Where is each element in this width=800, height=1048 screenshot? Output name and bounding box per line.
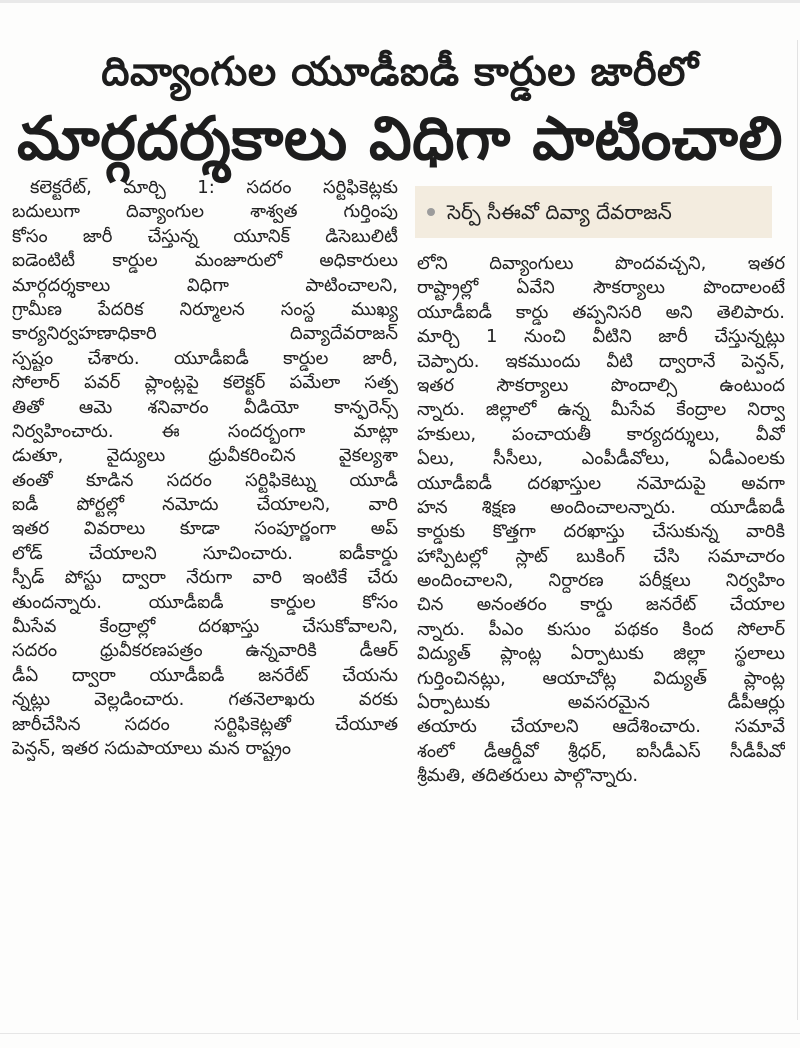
article-line: హన శిక్షణ అందించాలన్నారు. యూడీఐడీ <box>417 496 785 518</box>
article-line: తయారు చేయాలని ఆదేశించారు. సమావే <box>417 716 785 738</box>
article-line: స్పీడ్ పోస్టు ద్వారా నేరుగా వారి ఇంటికే చేరు <box>12 567 398 589</box>
article-line: ఏలు, సీసీలు, ఎంపీడీవోలు, ఏడీఎంలకు <box>417 448 785 470</box>
article-line: ఐడీ పోర్టల్లో నమోదు చేయాలని, వారి <box>12 494 398 516</box>
article-line: చెప్పారు. ఇకముందు వీటి ద్వారానే పెన్షన్, <box>417 350 785 372</box>
article-line: ఇతర వివరాలు కూడా సంపూర్ణంగా అప్ <box>12 518 398 540</box>
article-line: శ్రీమతి, తదితరులు పాల్గొన్నారు. <box>417 765 639 787</box>
article-line: హాస్పిటల్లో స్లాట్ బుకింగ్ చేసి సమాచారం <box>417 545 785 567</box>
subhead-box <box>415 186 772 238</box>
article-line: మార్చి 1 నుంచి వీటిని జారీ చేస్తున్నట్లు <box>417 326 785 348</box>
headline-block <box>0 46 800 178</box>
article-line: లోని దివ్యాంగులు పొందవచ్చని, ఇతర <box>417 253 785 274</box>
article-column-left <box>12 176 398 761</box>
article-line: డీఏ ద్వారా యూడీఐడీ జనరేట్ చేయను <box>12 664 398 686</box>
article-line: విద్యుత్ ప్లాంట్ల ఏర్పాటుకు జిల్లా స్థలాలు <box>417 643 785 665</box>
article-line: జారీచేసిన సదరం సర్టిఫికెట్లతో చేయూత <box>12 713 398 735</box>
article-line: తుందన్నారు. యూడీఐడీ కార్డుల కోసం <box>12 591 398 613</box>
right-border <box>797 40 798 1020</box>
article-line: బదులుగా దివ్యాంగుల శాశ్వత గుర్తింపు <box>12 201 398 223</box>
article-line: అందించాలని, నిర్ధారణ పరీక్షలు నిర్వహిం <box>417 570 785 592</box>
article-line: తితో ఆమె శనివారం వీడియో కాన్ఫరెన్స్ <box>12 396 398 418</box>
main-headline: మార్గదర్శకాలు విధిగా పాటించాలి <box>17 104 783 174</box>
article-line: శంలో డీఆర్డీవో శ్రీధర్, ఐసీడీఎస్ సీడీపీవో <box>417 740 785 762</box>
article-line: కార్డుకు కొత్తగా దరఖాస్తు చేసుకున్న వారికి <box>417 521 785 543</box>
article-line: మార్గదర్శకాలు విధిగా పాటించాలని, <box>12 274 398 296</box>
article-line: తంతో కూడిన సదరం సర్టిఫికెట్ను యూడీ <box>12 469 398 491</box>
article-line: చిన అనంతరం కార్డు జనరేట్ చేయాల <box>417 594 785 616</box>
article-column-right <box>417 252 785 789</box>
article-line: కోసం జారీ చేస్తున్న యూనిక్ డిసెబులిటీ <box>12 225 398 247</box>
top-border <box>0 0 800 3</box>
article-line: గ్రామీణ పేదరిక నిర్మూలన సంస్థ ముఖ్య <box>12 298 398 320</box>
kicker-headline: దివ్యాంగుల యూడీఐడీ కార్డుల జారీలో <box>101 49 699 95</box>
article-line: గుర్తించినట్లు, ఆయాచోట్ల విద్యుత్ ప్లాంట్ల <box>417 667 785 689</box>
article-line: న్నట్లు వెల్లడించారు. గతనెలాఖరు వరకు <box>12 689 398 711</box>
article-line: న్నారు. పీఎం కుసుం పథకం కింద సోలార్ <box>417 618 785 640</box>
article-line: యూడీఐడీ దరఖాస్తుల నమోదుపై అవగా <box>417 472 785 494</box>
article-line: ఏర్పాటుకు అవసరమైన డీపీఆర్లు <box>417 692 785 714</box>
article-line: మీసేవ కేంద్రాల్లో దరఖాస్తు చేసుకోవాలని, <box>12 616 398 638</box>
article-line: కలెక్టరేట్, మార్చి 1: సదరం సర్టిఫికెట్లకు <box>30 177 398 198</box>
article-line: నిర్వహించారు. ఈ సందర్భంగా మాట్లా <box>12 420 398 442</box>
article-line: సదరం ధ్రువీకరణపత్రం ఉన్నవారికి డీఆర్ <box>12 640 398 662</box>
article-line: హకులు, పంచాయతీ కార్యదర్శులు, వీవో <box>417 423 785 445</box>
bottom-border <box>0 1033 800 1034</box>
article-line: డుతూ, వైద్యులు ధ్రువీకరించిన వైకల్యశా <box>12 445 398 467</box>
article-line: యూడీఐడీ కార్డు తప్పనిసరి అని తెలిపారు. <box>417 301 785 323</box>
article-line: న్నారు. జిల్లాలో ఉన్న మీసేవ కేంద్రాల నిర్వా <box>417 399 785 421</box>
article-line: సోలార్ పవర్ ప్లాంట్లపై కలెక్టర్ పమేలా సత్ప <box>12 372 398 394</box>
article-line: స్పష్టం చేశారు. యూడీఐడీ కార్డుల జారీ, <box>12 347 398 369</box>
bullet-icon <box>427 208 435 216</box>
article-line: లోడ్ చేయాలని సూచించారు. ఐడీకార్డు <box>12 542 398 564</box>
article-line: కార్యనిర్వహణాధికారి దివ్యాదేవరాజన్ <box>12 323 398 345</box>
article-line: ఐడెంటిటీ కార్డుల మంజూరులో అధికారులు <box>12 250 398 272</box>
subhead-text: సెర్ప్ సీఈవో దివ్యా దేవరాజన్ <box>447 200 672 224</box>
article-line: ఇతర సౌకర్యాలు పొందాల్సి ఉంటుంద <box>417 374 785 396</box>
article-line: రాష్ట్రాల్లో ఏవేని సౌకర్యాలు పొందాలంటే <box>417 277 785 299</box>
article-line: పెన్షన్, ఇతర సదుపాయాలు మన రాష్ట్రం <box>12 737 292 759</box>
